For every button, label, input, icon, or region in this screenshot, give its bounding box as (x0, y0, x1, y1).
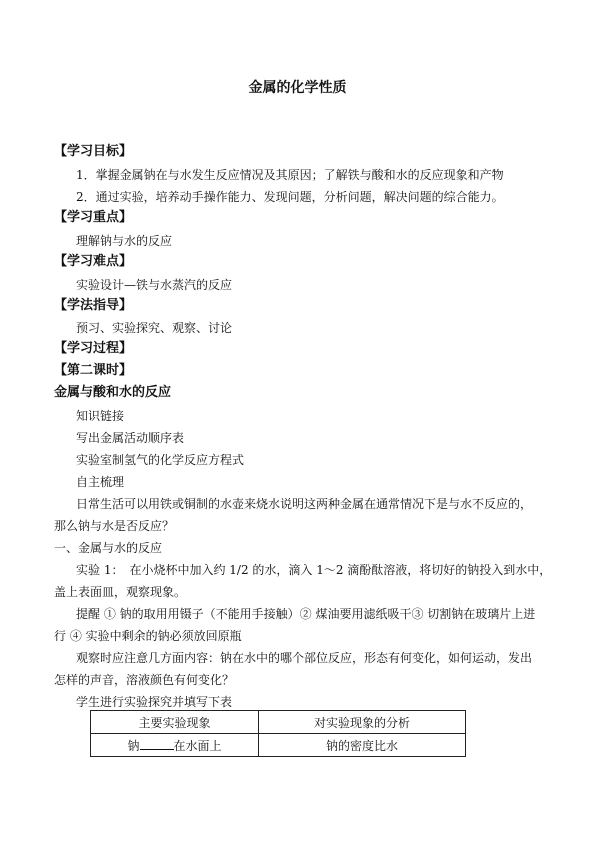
method-text: 预习、实验探究、观察、讨论 (76, 321, 233, 335)
difficult-heading: 【学习难点】 (54, 254, 133, 269)
table-cell-phenomenon (91, 734, 259, 757)
goals-heading: 【学习目标】 (54, 144, 133, 159)
knowledge-link-1: 写出金属活动顺序表 (76, 431, 185, 445)
tip-b: 行 ④ 实验中剩余的钠必须放回原瓶 (54, 629, 242, 643)
method-heading: 【学法指导】 (54, 298, 133, 313)
experiment-1a: 实验 1： 在小烧杯中加入约 1/2 的水，滴入 1～2 滴酚酞溶液，将切好的钠投入到水中， (76, 563, 552, 577)
goal-2: 2．通过实验，培养动手操作能力、发现问题，分析问题，解决问题的综合能力。 (76, 190, 504, 204)
table-intro: 学生进行实验探究并填写下表 (76, 695, 233, 709)
tip-a: 提醒 ① 钠的取用用镊子（不能用手接触）② 煤油要用滤纸吸干③ 切割钠在玻璃片上进 (76, 607, 536, 621)
difficult-text: 实验设计—铁与水蒸汽的反应 (76, 278, 233, 292)
table-row (91, 734, 466, 757)
paragraph-1b: 那么钠与水是否反应？ (54, 519, 175, 533)
lesson-heading: 【第二课时】 (54, 363, 133, 378)
table-header-cell: 对实验现象的分析 (259, 711, 466, 734)
page-title: 金属的化学性质 (248, 80, 347, 96)
goal-1: 1．掌握金属钠在与水发生反应情况及其原因；了解铁与酸和水的反应现象和产物 (76, 168, 504, 182)
observe-a: 观察时应注意几方面内容：钠在水中的哪个部位反应，形态有何变化，如何运动，发出 (76, 651, 533, 665)
table-cell-analysis: 钠的密度比水 (259, 734, 466, 757)
observation-table (90, 710, 466, 757)
knowledge-link: 知识链接 (76, 409, 125, 423)
table-header-row (91, 711, 466, 734)
cell-suffix: 在水面上 (173, 738, 222, 753)
key-heading: 【学习重点】 (54, 210, 133, 225)
self-study: 自主梳理 (76, 475, 125, 489)
table-header-cell: 主要实验现象 (91, 711, 259, 734)
knowledge-link-2: 实验室制氢气的化学反应方程式 (76, 453, 245, 467)
fill-in-blank[interactable] (140, 737, 174, 750)
cell-prefix: 钠 (127, 738, 140, 753)
observe-b: 怎样的声音，溶液颜色有何变化？ (54, 673, 235, 687)
topic-heading: 金属与酸和水的反应 (54, 385, 172, 400)
experiment-1b: 盖上表面皿，观察现象。 (54, 585, 187, 599)
process-heading: 【学习过程】 (54, 341, 133, 356)
paragraph-1a: 日常生活可以用铁或铜制的水壶来烧水说明这两种金属在通常情况下是与水不反应的， (76, 497, 533, 511)
part-1-heading: 一、金属与水的反应 (54, 541, 163, 555)
key-text: 理解钠与水的反应 (76, 234, 173, 248)
